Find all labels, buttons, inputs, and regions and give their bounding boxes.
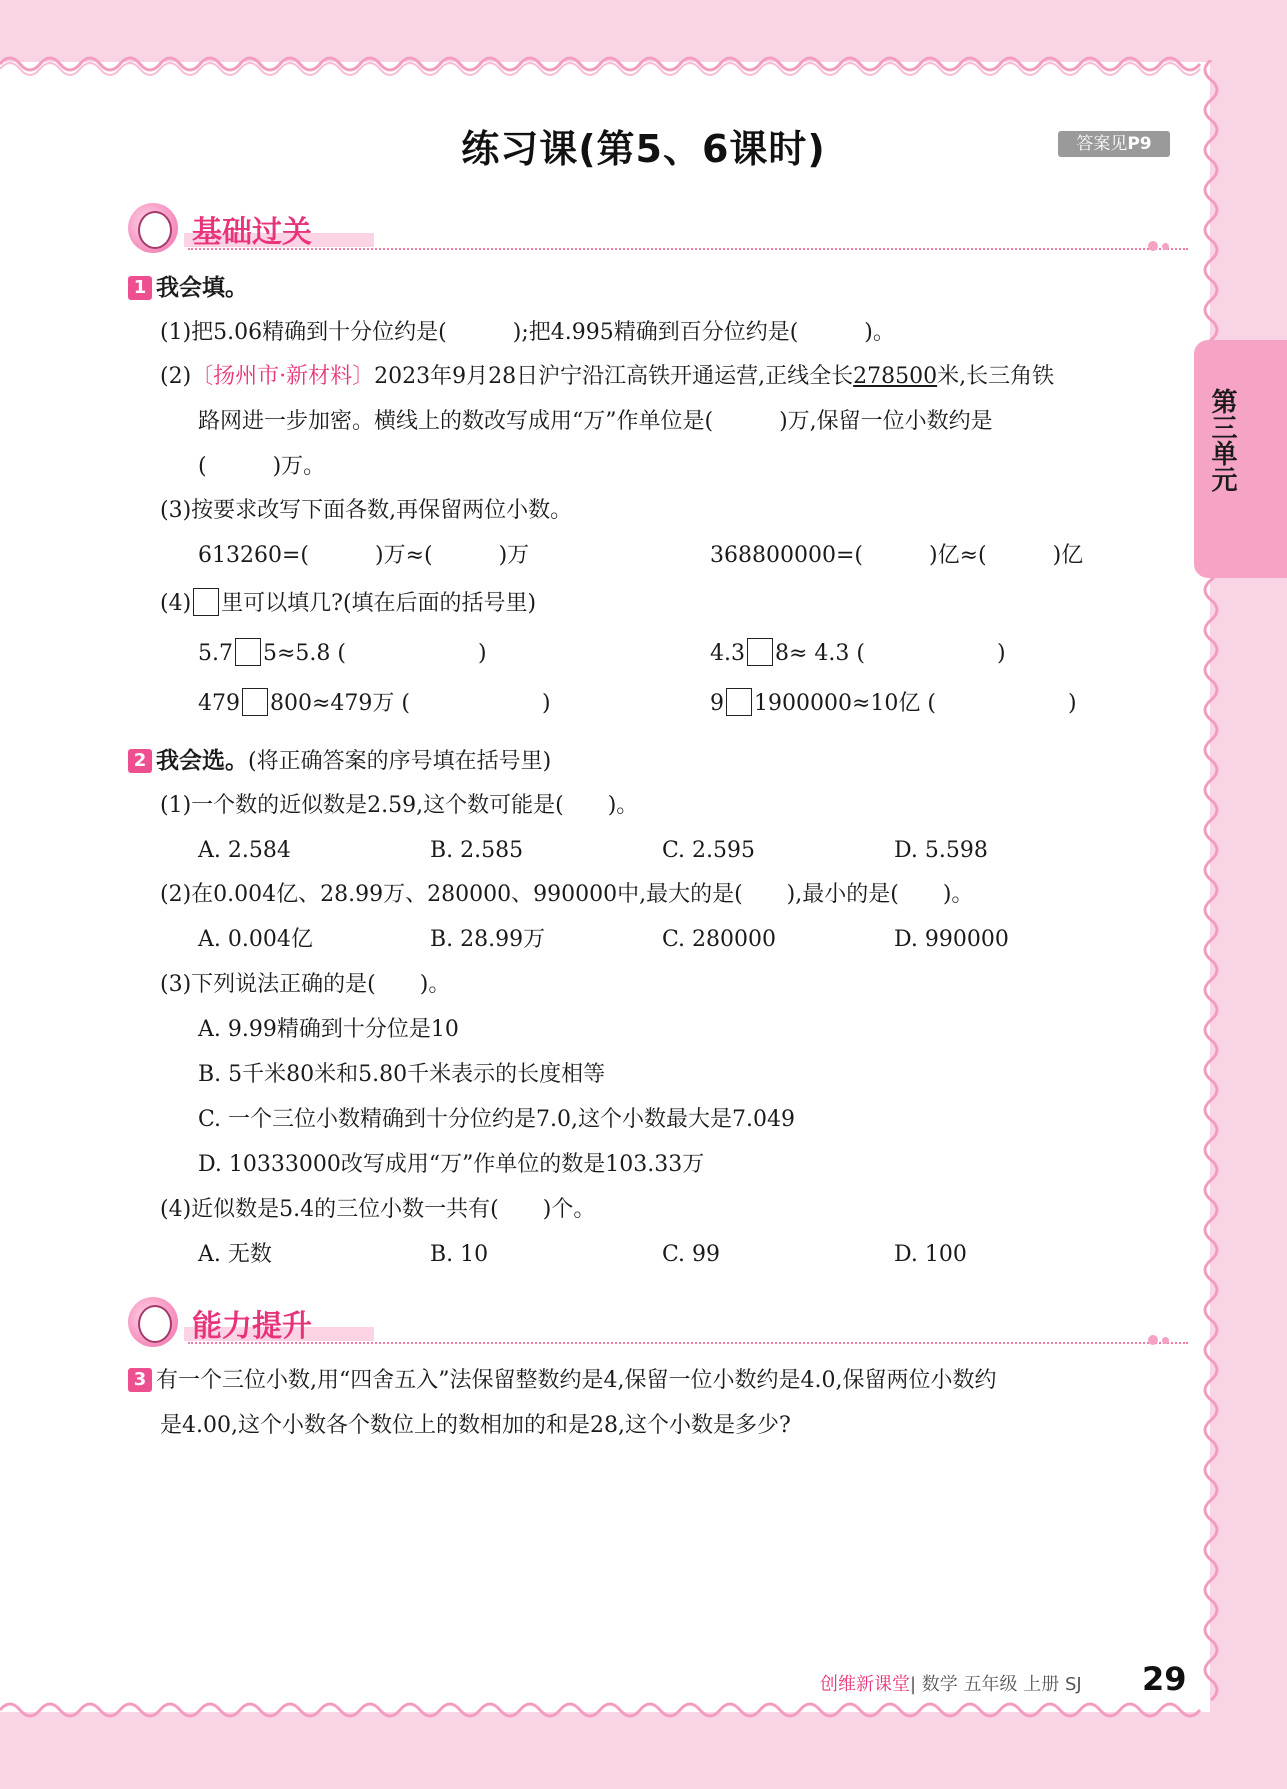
question-1-heading <box>128 273 248 303</box>
question-number: 2 <box>128 749 152 773</box>
blank-box[interactable] <box>747 638 773 666</box>
divider-end-dot-icon <box>1162 1337 1169 1344</box>
section-advanced <box>128 1297 1168 1353</box>
q1-part2-line2: 路网进一步加密。横线上的数改写成用“万”作单位是( )万,保留一位小数约是 <box>198 409 993 434</box>
q1-part2-line1 <box>160 362 1054 392</box>
footer-info <box>820 1670 1082 1696</box>
q1-part2-text: 2023年9月28日沪宁沿江高铁开通运营,正线全长 <box>374 364 854 389</box>
divider-end-dot-icon <box>1148 1335 1158 1345</box>
q1-part1: (1)把5.06精确到十分位约是( );把4.995精确到百分位约是( )。 <box>160 320 895 345</box>
right-wave-border <box>1198 60 1224 1710</box>
answer-tag-label: 答案见 <box>1076 134 1128 154</box>
fill-suffix: 8≈ 4.3 ( ) <box>775 641 1006 666</box>
q2-sub2: (2)在0.004亿、28.99万、280000、990000中,最大的是( ),最小的是( )。 <box>160 882 974 907</box>
q1-part4-item-a <box>198 638 487 669</box>
option: B. 28.99万 <box>430 927 546 952</box>
dotted-divider <box>188 248 1188 250</box>
q1-part4 <box>160 588 536 619</box>
question-3-line1 <box>128 1366 996 1396</box>
underlined-number: 278500 <box>853 364 938 389</box>
option: C. 一个三位小数精确到十分位约是7.0,这个小数最大是7.049 <box>198 1107 795 1132</box>
q2-sub3: (3)下列说法正确的是( )。 <box>160 972 451 997</box>
option: D. 10333000改写成用“万”作单位的数是103.33万 <box>198 1152 705 1177</box>
fill-prefix: 479 <box>198 691 240 716</box>
option: C. 99 <box>662 1242 721 1267</box>
question-number: 1 <box>128 276 152 300</box>
option: A. 0.004亿 <box>198 927 313 952</box>
option: A. 无数 <box>198 1242 272 1267</box>
section-title-advanced: 能力提升 <box>192 1309 312 1344</box>
q1-part3-item-a: 613260=( )万≈( )万 <box>198 543 530 568</box>
divider-end-dot-icon <box>1162 243 1169 250</box>
footer-brand: 创维新课堂 <box>820 1674 910 1695</box>
fill-prefix: 9 <box>710 691 724 716</box>
option: D. 5.598 <box>894 838 988 863</box>
cartoon-badge-icon <box>128 203 178 253</box>
question-number: 3 <box>128 1368 152 1392</box>
section-title-basic: 基础过关 <box>192 215 312 250</box>
q1-part4-item-b <box>710 638 1006 669</box>
q1-part4-text: 里可以填几?(填在后面的括号里) <box>221 591 537 616</box>
q2-sub1: (1)一个数的近似数是2.59,这个数可能是( )。 <box>160 793 639 818</box>
page-number: 29 <box>1142 1660 1187 1698</box>
q2-sub4: (4)近似数是5.4的三位小数一共有( )个。 <box>160 1197 596 1222</box>
fill-suffix: 1900000≈10亿 ( ) <box>754 691 1077 716</box>
divider-end-dot-icon <box>1148 241 1158 251</box>
option: C. 2.595 <box>662 838 756 863</box>
cartoon-face-icon <box>138 211 172 249</box>
question-2-title: 我会选。 <box>156 748 248 774</box>
fill-suffix: 5≈5.8 ( ) <box>263 641 487 666</box>
q1-part2-text-end: 米,长三角铁 <box>937 364 1055 389</box>
blank-box[interactable] <box>242 688 268 716</box>
q1-part3: (3)按要求改写下面各数,再保留两位小数。 <box>160 498 573 523</box>
option: A. 9.99精确到十分位是10 <box>198 1017 459 1042</box>
q1-part4-item-d <box>710 688 1077 719</box>
question-2-heading <box>128 746 551 777</box>
q1-part3-item-b: 368800000=( )亿≈( )亿 <box>710 543 1084 568</box>
option: B. 5千米80米和5.80千米表示的长度相等 <box>198 1062 606 1087</box>
bottom-wave-border <box>0 1700 1220 1724</box>
cartoon-face-icon <box>138 1305 172 1343</box>
page-title: 练习课(第5、6课时) <box>461 127 826 171</box>
answer-reference-tag <box>1058 131 1170 157</box>
q1-part2-index: (2) <box>160 364 192 389</box>
question-3-line2: 是4.00,这个小数各个数位上的数相加的和是28,这个小数是多少? <box>160 1413 791 1438</box>
question-2-note: (将正确答案的序号填在括号里) <box>248 749 552 774</box>
dotted-divider <box>188 1342 1188 1344</box>
option: D. 100 <box>894 1242 967 1267</box>
option: C. 280000 <box>662 927 777 952</box>
source-tag: 〔扬州市·新材料〕 <box>191 364 375 389</box>
option: B. 10 <box>430 1242 489 1267</box>
q1-part4-item-c <box>198 688 551 719</box>
blank-box <box>193 588 219 616</box>
q1-part4-index: (4) <box>160 591 192 616</box>
top-wave-border <box>0 52 1220 76</box>
blank-box[interactable] <box>726 688 752 716</box>
option: D. 990000 <box>894 927 1009 952</box>
fill-prefix: 5.7 <box>198 641 233 666</box>
unit-side-tab-label: 第三单元 <box>1207 388 1237 492</box>
question-3-text: 有一个三位小数,用“四舍五入”法保留整数约是4,保留一位小数约是4.0,保留两位小数约 <box>156 1368 997 1393</box>
cartoon-badge-icon <box>128 1297 178 1347</box>
question-1-title: 我会填。 <box>156 275 248 301</box>
blank-box[interactable] <box>235 638 261 666</box>
q1-part2-line3: ( )万。 <box>198 454 326 479</box>
option: A. 2.584 <box>198 838 291 863</box>
footer-details: | 数学 五年级 上册 SJ <box>910 1674 1082 1695</box>
fill-suffix: 800≈479万 ( ) <box>270 691 551 716</box>
section-basic <box>128 203 1168 259</box>
fill-prefix: 4.3 <box>710 641 745 666</box>
answer-page: P9 <box>1127 134 1152 154</box>
option: B. 2.585 <box>430 838 524 863</box>
unit-side-tab <box>1194 340 1287 578</box>
